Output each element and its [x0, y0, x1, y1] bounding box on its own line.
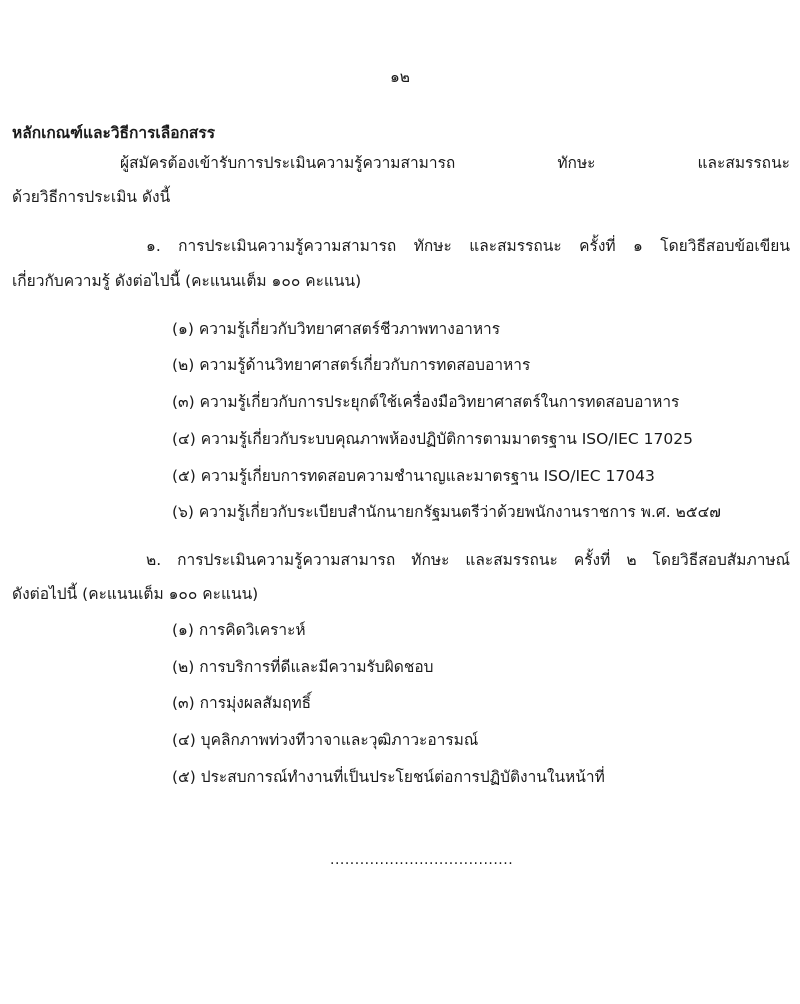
section1-line-2: เกี่ยวกับความรู้ ดังต่อไปนี้ (คะแนนเต็ม ๑๐๐ คะแนน) — [12, 272, 362, 290]
section2-line-2: ดังต่อไปนี้ (คะแนนเต็ม ๑๐๐ คะแนน) — [12, 585, 259, 603]
section1-item-5: (๕) ความรู้เกี่ยบการทดสอบความชำนาญและมาตรฐาน ISO/IEC 17043 — [172, 467, 655, 485]
section2-item-1: (๑) การคิดวิเคราะห์ — [172, 621, 306, 639]
section2-item-5: (๕) ประสบการณ์ทำงานที่เป็นประโยชน์ต่อการปฏิบัติงานในหน้าที่ — [172, 768, 605, 786]
page-number: ๑๒ — [389, 68, 411, 86]
section1-item-6: (๖) ความรู้เกี่ยวกับระเบียบสำนักนายกรัฐมนตรีว่าด้วยพนักงานราชการ พ.ศ. ๒๕๔๗ — [172, 503, 721, 521]
section-heading: หลักเกณฑ์และวิธีการเลือกสรร — [12, 124, 216, 142]
intro-line-2: ด้วยวิธีการประเมิน ดังนี้ — [12, 188, 171, 206]
section1-item-1: (๑) ความรู้เกี่ยวกับวิทยาศาสตร์ชีวภาพทางอาหาร — [172, 320, 501, 338]
section1-line-1: ๑. การประเมินความรู้ความสามารถ ทักษะ และสมรรถนะ ครั้งที่ ๑ โดยวิธีสอบข้อเขียน — [146, 237, 790, 255]
section2-line-1: ๒. การประเมินความรู้ความสามารถ ทักษะ และสมรรถนะ ครั้งที่ ๒ โดยวิธีสอบสัมภาษณ์ — [146, 551, 790, 569]
section2-item-4: (๔) บุคลิกภาพท่วงทีวาจาและวุฒิภาวะอารมณ์ — [172, 731, 479, 749]
section1-item-2: (๒) ความรู้ด้านวิทยาศาสตร์เกี่ยวกับการทดสอบอาหาร — [172, 356, 531, 374]
section1-item-4: (๔) ความรู้เกี่ยวกับระบบคุณภาพห้องปฏิบัติการตามมาตรฐาน ISO/IEC 17025 — [172, 430, 693, 448]
section2-item-2: (๒) การบริการที่ดีและมีความรับผิดชอบ — [172, 658, 434, 676]
section2-item-3: (๓) การมุ่งผลสัมฤทธิ์ — [172, 694, 312, 712]
section1-item-3: (๓) ความรู้เกี่ยวกับการประยุกต์ใช้เครื่องมือวิทยาศาสตร์ในการทดสอบอาหาร — [172, 393, 680, 411]
intro-line-1: ผู้สมัครต้องเข้ารับการประเมินความรู้ความสามารถ ทักษะ และสมรรถนะ — [120, 154, 790, 172]
end-of-section-marker: ..................................... — [330, 852, 514, 868]
